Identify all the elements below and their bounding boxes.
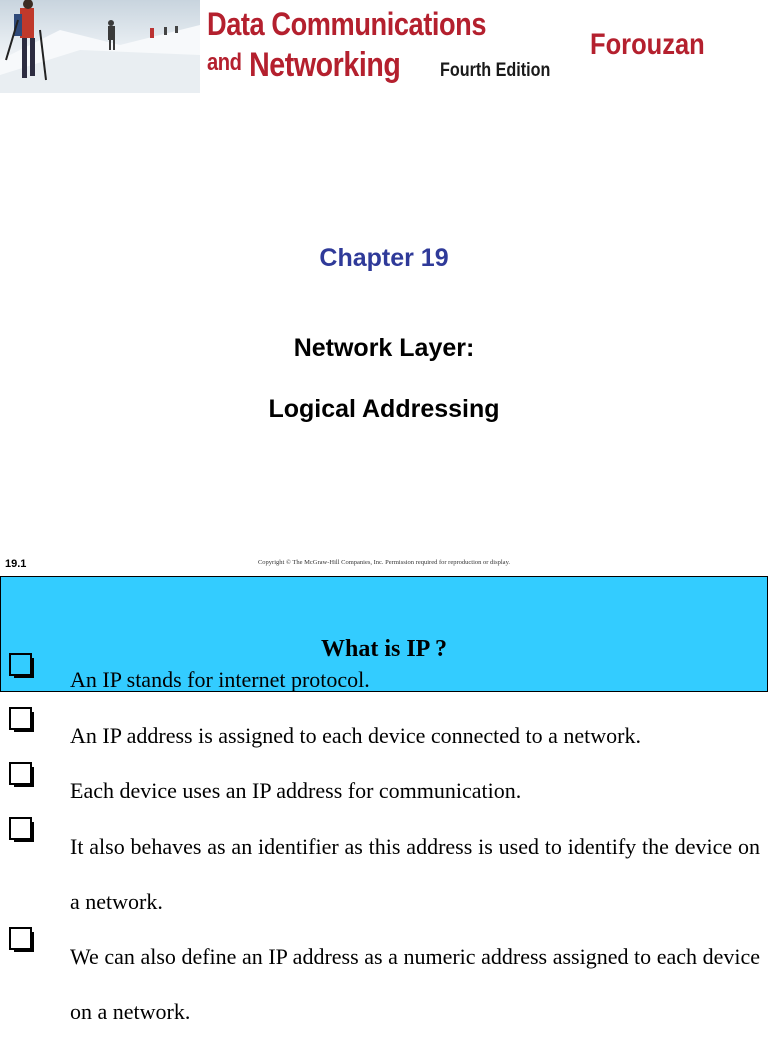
- book-author: Forouzan: [590, 28, 705, 61]
- chapter-title: Chapter 19: [319, 244, 449, 272]
- slide-heading: What is IP ?: [320, 636, 448, 662]
- bullet-text: An IP stands for internet protocol.: [70, 667, 370, 692]
- checkbox-square-icon: [9, 707, 32, 730]
- book-title-line-2: [207, 46, 400, 85]
- book-title-and: and: [207, 49, 242, 76]
- bullet-text: We can also define an IP address as a numeric address assigned to each device on a network.: [70, 944, 760, 1024]
- content-slide: [0, 552, 768, 1024]
- book-banner: [0, 0, 768, 93]
- checkbox-square-icon: [9, 927, 32, 950]
- book-title-line-1: Data Communications: [207, 6, 487, 42]
- mountain-hikers-photo: [0, 0, 200, 93]
- bullet-text: It also behaves as an identifier as this address is used to identify the device on a network.: [70, 834, 760, 914]
- bullet-text: An IP address is assigned to each device connected to a network.: [70, 723, 642, 748]
- book-title-networking: Networking: [249, 46, 401, 84]
- checkbox-square-icon: [9, 762, 32, 785]
- checkbox-square-icon: [9, 653, 32, 676]
- checkbox-square-icon: [9, 817, 32, 840]
- chapter-subtitle-line-2: Logical Addressing: [268, 395, 500, 423]
- book-edition: Fourth Edition: [440, 60, 551, 81]
- copyright-notice: Copyright © The McGraw-Hill Companies, Inc. Permission required for reproduction or display.: [257, 559, 511, 566]
- mountain-hikers-illustration: [0, 0, 200, 93]
- bullet-text: Each device uses an IP address for communication.: [70, 778, 522, 803]
- slide-number: 19.1: [5, 558, 27, 570]
- chapter-subtitle-line-1: Network Layer:: [293, 334, 475, 362]
